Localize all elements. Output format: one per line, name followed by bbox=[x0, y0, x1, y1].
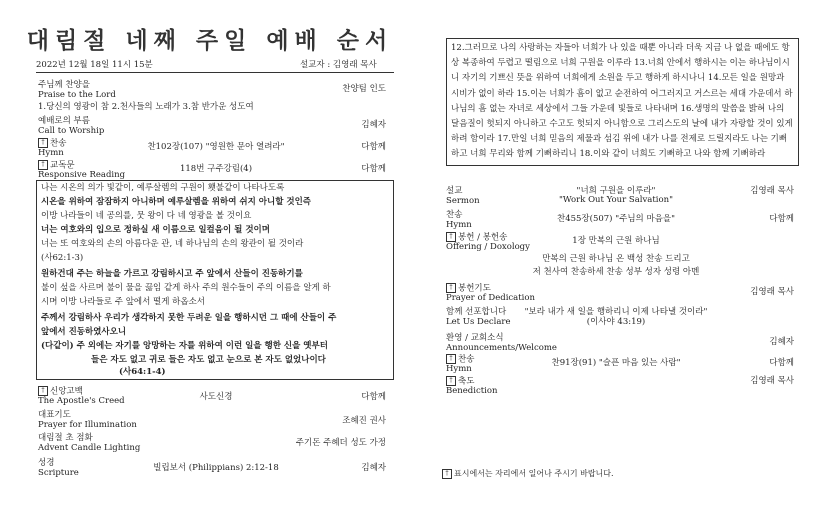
item-leader: 김영래 목사 bbox=[750, 287, 794, 297]
item-eng: Hymn bbox=[38, 148, 64, 158]
declaration-text: "보라 내가 새 일을 행하리니 이제 나타낼 것이라" bbox=[524, 307, 708, 317]
song-list: 1.당신의 영광이 참 2.천사들의 노래가 3.참 반가운 성도여 bbox=[38, 102, 254, 112]
reading-line: 시온을 위하여 잠잠하지 아니하며 예루살렘을 위하여 쉬지 아니할 것인즉 bbox=[41, 197, 312, 207]
item-eng: Hymn bbox=[446, 364, 472, 374]
item-leader: 다함께 bbox=[361, 142, 386, 152]
item-name: 찬송 bbox=[446, 210, 463, 220]
item-eng: Sermon bbox=[446, 196, 480, 206]
item-eng: Call to Worship bbox=[38, 126, 105, 136]
item-leader: 다함께 bbox=[361, 392, 386, 402]
reading-line: 원하건대 주는 하늘을 가르고 강림하시고 주 앞에서 산들이 진동하기를 bbox=[41, 269, 303, 279]
item-eng: Prayer of Dedication bbox=[446, 293, 535, 303]
standing-icon: † bbox=[446, 376, 456, 386]
item-name: 대림절 초 점화 bbox=[38, 433, 93, 443]
item-leader: 조혜진 권사 bbox=[342, 416, 386, 426]
item-eng: Responsive Reading bbox=[38, 170, 126, 180]
item-detail: 빌립보서 (Philippians) 2:12-18 bbox=[153, 463, 279, 473]
bulletin-title: 대림절 네째 주일 예배 순서 bbox=[26, 27, 394, 54]
reading-line: 주께서 강림하사 우리가 생각하지 못한 두려운 일을 행하시던 그 때에 산들이 주 bbox=[41, 313, 337, 323]
reading-ref: (사64:1-4) bbox=[119, 367, 166, 377]
item-eng: The Apostle's Creed bbox=[38, 396, 125, 406]
declaration-ref: (이사야 43:19) bbox=[586, 317, 646, 327]
item-name: 교독문 bbox=[50, 160, 75, 171]
item-detail: 찬91장(91) "슬픈 마음 있는 사람" bbox=[551, 358, 681, 368]
reading-line: 너는 여호와의 입으로 정하실 새 이름으로 일컬음이 될 것이며 bbox=[41, 225, 270, 235]
reading-line: 나는 시온의 의가 빛같이, 예루살렘의 구원이 횃불같이 나타나도록 bbox=[41, 183, 285, 193]
item-detail: 118번 구주강림(4) bbox=[179, 164, 253, 174]
item-name: 봉헌기도 bbox=[458, 283, 491, 294]
sermon-title-eng: "Work Out Your Salvation" bbox=[558, 195, 673, 205]
item-eng: Announcements/Welcome bbox=[446, 343, 557, 353]
standing-icon: † bbox=[446, 283, 456, 293]
item-name: 주님께 찬양을 bbox=[38, 80, 90, 90]
item-eng: Benediction bbox=[446, 386, 498, 396]
standing-icon: † bbox=[38, 386, 48, 396]
item-eng: Advent Candle Lighting bbox=[38, 443, 141, 453]
item-name: 성경 bbox=[38, 458, 55, 468]
item-name: 함께 선포합니다 bbox=[446, 307, 507, 317]
reading-line: 들은 자도 없고 귀로 들은 자도 없고 눈으로 본 자도 없었나이다 bbox=[91, 355, 326, 365]
standing-icon: † bbox=[38, 138, 48, 148]
item-name: 축도 bbox=[458, 376, 475, 387]
sermon-title: "너희 구원을 이루라" bbox=[576, 186, 656, 196]
item-name: 봉헌 / 봉헌송 bbox=[458, 232, 508, 243]
item-leader: 다함께 bbox=[361, 164, 386, 174]
item-eng: Prayer for Illumination bbox=[38, 420, 137, 430]
item-eng: Offering / Doxology bbox=[446, 242, 530, 252]
item-leader: 김영래 목사 bbox=[750, 186, 794, 196]
standing-icon: † bbox=[446, 232, 456, 242]
preacher-label: 설교자 : 김영래 목사 bbox=[300, 60, 377, 70]
item-detail: 사도신경 bbox=[199, 392, 233, 402]
responsive-reading-box bbox=[36, 180, 394, 380]
reading-ref: (사62:1-3) bbox=[41, 253, 84, 263]
item-detail: 1장 만복의 근원 하나님 bbox=[572, 236, 660, 246]
item-eng: Scripture bbox=[38, 468, 79, 478]
item-leader: 주기돈 주혜더 성도 가정 bbox=[295, 438, 386, 448]
item-name: 찬송 bbox=[458, 354, 475, 365]
item-leader: 김영래 목사 bbox=[750, 376, 794, 386]
item-detail: 찬455장(507) "주님의 마음을" bbox=[557, 214, 675, 224]
reading-line: 이방 나라들이 네 공의를, 뭇 왕이 다 네 영광을 볼 것이요 bbox=[41, 211, 252, 221]
standing-icon: † bbox=[442, 469, 452, 479]
item-leader: 김혜자 bbox=[361, 120, 386, 130]
footnote bbox=[442, 468, 614, 479]
item-eng: Let Us Declare bbox=[446, 317, 511, 327]
item-leader: 찬양팀 인도 bbox=[342, 84, 386, 94]
item-leader: 다함께 bbox=[769, 358, 794, 368]
footnote-text: 표시에서는 자리에서 일어나 주시기 바랍니다. bbox=[454, 469, 614, 478]
reading-line: (다같이) 주 외에는 자기를 앙망하는 자를 위하여 이런 일을 행한 신을 옛부터 bbox=[41, 341, 328, 351]
item-name: 예배로의 부름 bbox=[38, 116, 90, 126]
reading-line: 불이 섶을 사르며 불이 물을 끓임 같게 하사 주의 원수들이 주의 이름을 알게 하 bbox=[41, 283, 331, 293]
item-leader: 김혜자 bbox=[361, 463, 386, 473]
reading-line: 너는 또 여호와의 손의 아름다운 관, 네 하나님의 손의 왕관이 될 것이라 bbox=[41, 239, 304, 249]
lyric-line: 만복의 근원 하나님 온 백성 찬송 드리고 bbox=[542, 254, 690, 264]
standing-icon: † bbox=[446, 354, 456, 364]
standing-icon: † bbox=[38, 160, 48, 170]
item-detail: 찬102장(107) "영원한 문아 열려라" bbox=[147, 142, 285, 152]
item-name: 환영 / 교회소식 bbox=[446, 333, 504, 343]
item-leader: 김혜자 bbox=[769, 337, 794, 347]
header-divider bbox=[36, 72, 394, 73]
item-name: 설교 bbox=[446, 186, 463, 196]
item-eng: Praise to the Lord bbox=[38, 90, 116, 100]
service-date: 2022년 12월 18일 11시 15분 bbox=[36, 60, 153, 70]
item-eng: Hymn bbox=[446, 220, 472, 230]
item-name: 대표기도 bbox=[38, 410, 71, 420]
item-name: 찬송 bbox=[50, 138, 67, 149]
reading-line: 앞에서 진동하였사오니 bbox=[41, 327, 127, 337]
reading-line: 시며 이방 나라들로 주 앞에서 떨게 하옵소서 bbox=[41, 297, 206, 307]
scripture-text-box: 12.그러므로 나의 사랑하는 자들아 너희가 나 있을 때뿐 아니라 더욱 지금 나 없을 때에도 항상 복종하여 두렵고 떨림으로 너희 구원을 이루라 13.너희 안에서 행하시는 이는 하나님이시니 자기의 기쁘신 뜻을 위하여 너희에게 소원을 두고 행하게 하시나니 14.모든 일을 원망과 시비가 없이 하라 15.이는 너희가 흠이 없고 순전하여 어그러지고 거스르는 세대 가운데서 하나님의 흠 없는 자녀로 세상에서 그들 가운데 빛들로 나타내며 16.생명의 말씀을 밝혀 나의 달음질이 헛되지 아니하고 수고도 헛되지 아니함으로 그리스도의 날에 내가 자랑할 것이 있게 하려 함이라 17.만일 너희 믿음의 제물과 섬김 위에 내가 나를 전제로 드릴지라도 나는 기뻐하고 너희 무리와 함께 기뻐하리니 18.이와 같이 너희도 기뻐하고 나와 함께 기뻐하라 bbox=[446, 38, 799, 166]
item-name: 신앙고백 bbox=[50, 386, 83, 397]
item-leader: 다함께 bbox=[769, 214, 794, 224]
lyric-line: 저 천사여 찬송하세 찬송 성부 성자 성령 아멘 bbox=[532, 267, 700, 277]
